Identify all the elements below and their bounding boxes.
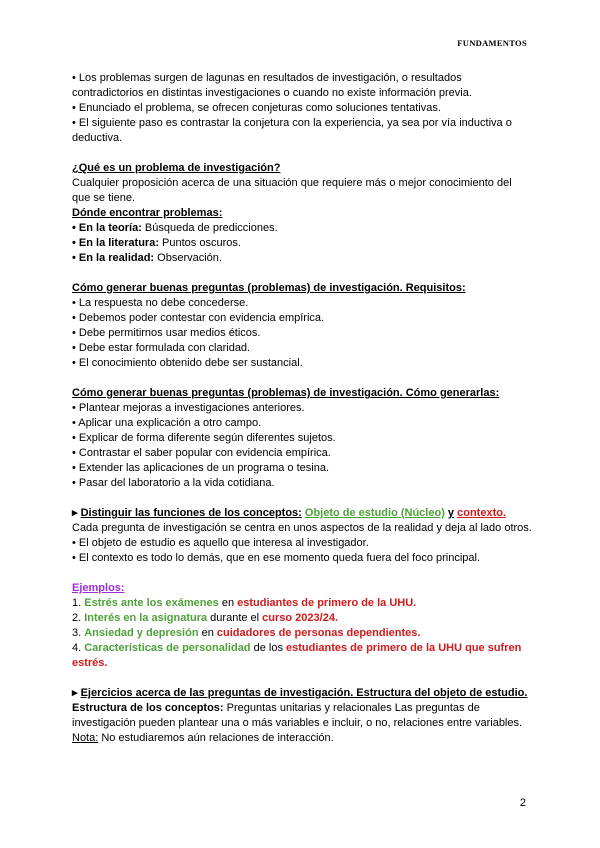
- ejercicios-text: Estructura de los conceptos: Preguntas unitarias y relacionales Las preguntas de investigación pueden plantear una o más variables e incluir, o no, relaciones entre variables.: [72, 702, 523, 729]
- intro-bullet: • Los problemas surgen de lagunas en resultados de investigación, o resultados contradictorios en distintas investigaciones o cuando no existe información previa.: [72, 72, 472, 99]
- list-item: [72, 221, 532, 236]
- list-item: • Debe permitirnos usar medios éticos.: [72, 327, 261, 339]
- intro-bullet: • El siguiente paso es contrastar la conjetura con la experiencia, ya sea por vía inductiva o deductiva.: [72, 117, 512, 144]
- list-item: • Contrastar el saber popular con evidencia empírica.: [72, 447, 331, 459]
- section-heading-ejemplos: Ejemplos:: [72, 582, 125, 594]
- page-number: 2: [519, 797, 526, 809]
- list-item-text: Observación.: [154, 252, 222, 264]
- list-item-text: Búsqueda de predicciones.: [141, 222, 278, 234]
- list-item: • El contexto es todo lo demás, que en ese momento queda fuera del foco principal.: [72, 552, 481, 564]
- example-item: 2. Interés en la asignatura durante el curso 2023/24.: [72, 612, 339, 624]
- list-item: • El objeto de estudio es aquello que interesa al investigador.: [72, 537, 369, 549]
- example-item: 4. Características de personalidad de los estudiantes de primero de la UHU que sufren estrés.: [72, 642, 522, 669]
- document-body: [72, 71, 532, 746]
- list-item: • Aplicar una explicación a otro campo.: [72, 417, 262, 429]
- section-heading-ejercicios: ▸ Ejercicios acerca de las preguntas de investigación. Estructura del objeto de estudio.: [72, 687, 528, 699]
- intro-bullet: • Enunciado el problema, se ofrecen conjeturas como soluciones tentativas.: [72, 102, 441, 114]
- section-heading-generarlas: Cómo generar buenas preguntas (problemas) de investigación. Cómo generarlas:: [72, 387, 500, 399]
- contexto-term: contexto.: [457, 507, 507, 519]
- section-heading-donde: Dónde encontrar problemas:: [72, 207, 223, 219]
- nota: Nota: No estudiaremos aún relaciones de interacción.: [72, 732, 334, 744]
- list-item: • Debemos poder contestar con evidencia empírica.: [72, 312, 325, 324]
- list-item: • La respuesta no debe concederse.: [72, 297, 249, 309]
- list-item: [72, 236, 532, 251]
- funciones-text: Cada pregunta de investigación se centra en unos aspectos de la realidad y deja al lado otros.: [72, 522, 532, 534]
- list-item: • Pasar del laboratorio a la vida cotidiana.: [72, 477, 275, 489]
- list-item-label: • En la realidad:: [72, 252, 155, 264]
- arrow-marker: ▸: [72, 507, 81, 519]
- list-item: • Plantear mejoras a investigaciones anteriores.: [72, 402, 305, 414]
- objeto-term: Objeto de estudio (Núcleo): [304, 507, 445, 519]
- arrow-marker: ▸: [72, 687, 81, 699]
- list-item: • Extender las aplicaciones de un programa o tesina.: [72, 462, 330, 474]
- problema-definition: Cualquier proposición acerca de una situación que requiere más o mejor conocimiento del que se tiene.: [72, 177, 512, 204]
- example-item: 3. Ansiedad y depresión en cuidadores de personas dependientes.: [72, 627, 421, 639]
- list-item: • Debe estar formulada con claridad.: [72, 342, 251, 354]
- section-heading-problema: ¿Qué es un problema de investigación?: [72, 162, 281, 174]
- list-item-text: Puntos oscuros.: [159, 237, 241, 249]
- section-heading-requisitos: Cómo generar buenas preguntas (problemas) de investigación. Requisitos:: [72, 282, 466, 294]
- running-header: FUNDAMENTOS: [457, 38, 527, 48]
- section-heading-funciones: ▸ Distinguir las funciones de los conceptos: Objeto de estudio (Núcleo) y contexto.: [72, 507, 507, 519]
- list-item: • El conocimiento obtenido debe ser sustancial.: [72, 357, 303, 369]
- list-item-label: • En la teoría:: [72, 222, 142, 234]
- list-item: • Explicar de forma diferente según diferentes sujetos.: [72, 432, 336, 444]
- list-item-label: • En la literatura:: [72, 237, 159, 249]
- list-item: [72, 251, 532, 266]
- example-item: 1. Estrés ante los exámenes en estudiantes de primero de la UHU.: [72, 597, 417, 609]
